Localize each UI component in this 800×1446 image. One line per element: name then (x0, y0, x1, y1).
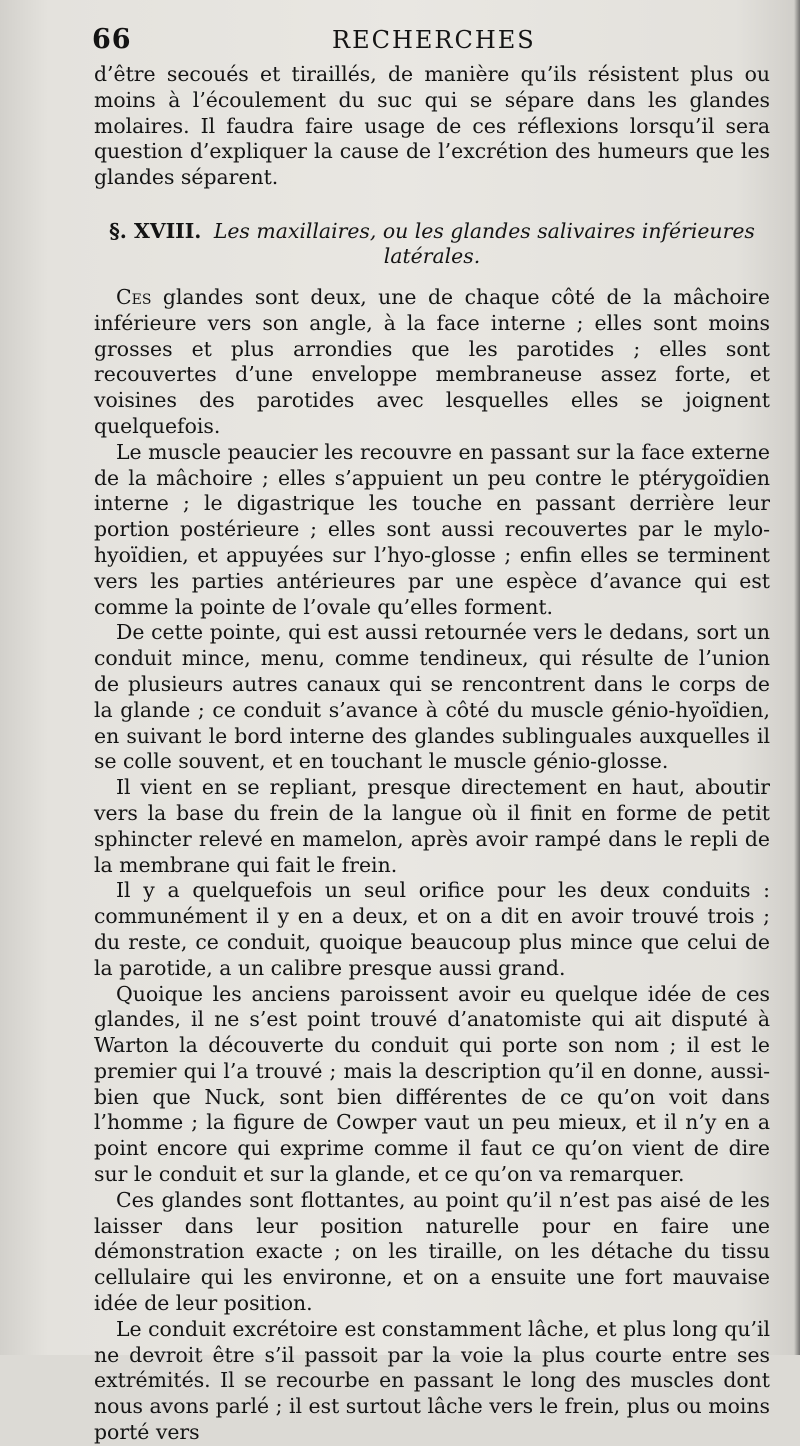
paragraph-continuation: d’être secoués et tiraillés, de manière qu’ils résistent plus ou moins à l’écoulement du suc qui se sépare dans les glandes molaires. Il faudra faire usage de ces réflexions lorsqu’il sera question d’expliquer la cause de l’excrétion des humeurs que les glandes séparent. (94, 62, 770, 190)
page-number: 66 (92, 24, 132, 55)
paragraph-lead-word: Ces (116, 284, 152, 309)
paragraph-text: glandes sont deux, une de chaque côté de la mâchoire inférieure vers son angle, à la face interne ; elles sont moins grosses et plus arrondies que les parotides ; elles sont recouvertes d’une enveloppe membraneuse assez forte, et voisines des parotides avec lesquelles elles se joignent quelquefois. (94, 284, 770, 438)
section-title: Les maxillaires, ou les glandes salivaires inférieures latérales. (213, 218, 755, 268)
paragraph: Il y a quelquefois un seul orifice pour les deux conduits : communément il y en a deux, et on a dit en avoir trouvé trois ; du reste, ce conduit, quoique beaucoup plus mince que celui de la parotide, a un calibre presque aussi grand. (94, 878, 770, 980)
section-number: §. XVIII. (109, 218, 202, 243)
paragraph: De cette pointe, qui est aussi retournée vers le dedans, sort un conduit mince, menu, comme tendineux, qui résulte de l’union de plusieurs autres canaux qui se rencontrent dans le corps de la glande ; ce conduit s’avance à côté du muscle génio-hyoïdien, en suivant le bord interne des glandes sublinguales auxquelles il se colle souvent, et en touchant le muscle génio-glosse. (94, 620, 770, 774)
page-edge-shadow (794, 0, 800, 1355)
page-header (92, 20, 772, 60)
paragraph: Le conduit excrétoire est constamment lâche, et plus long qu’il ne devroit être s’il passoit par la voie la plus courte entre ses extrémités. Il se recourbe en passant le long des muscles dont nous avons parlé ; il est surtout lâche vers le frein, plus ou moins porté vers (94, 1316, 770, 1445)
section-heading (94, 219, 770, 269)
body-text (94, 62, 770, 1446)
paragraph (94, 285, 770, 440)
paragraph: Le muscle peaucier les recouvre en passant sur la face externe de la mâchoire ; elles s’appuient un peu contre le ptérygoïdien interne ; le digastrique les touche en passant derrière leur portion postérieure ; elles sont aussi recouvertes par le mylo-hyoïdien, et appuyées sur l’hyo-glosse ; enfin elles se terminent vers les parties antérieures par une espèce d’avance qui est comme la pointe de l’ovale qu’elles forment. (94, 439, 770, 619)
paragraph: Il vient en se repliant, presque directement en haut, aboutir vers la base du frein de la langue où il finit en forme de petit sphincter relevé en mamelon, après avoir rampé dans le repli de la membrane qui fait le frein. (94, 775, 770, 877)
running-head: RECHERCHES (332, 26, 536, 54)
paragraph: Quoique les anciens paroissent avoir eu quelque idée de ces glandes, il ne s’est point trouvé d’anatomiste qui ait disputé à Warton la découverte du conduit qui porte son nom ; il est le premier qui l’a trouvé ; mais la description qu’il en donne, aussi-bien que Nuck, sont bien différentes de ce qu’on voit dans l’homme ; la figure de Cowper vaut un peu mieux, et il n’y en a point encore qui exprime comme il faut ce qu’on vient de dire sur le conduit et sur la glande, et ce qu’on va remarquer. (94, 981, 770, 1187)
paragraph: Ces glandes sont flottantes, au point qu’il n’est pas aisé de les laisser dans leur position naturelle pour en faire une démonstration exacte ; on les tiraille, on les détache du tissu cellulaire qui les environne, et on a ensuite une fort mauvaise idée de leur position. (94, 1187, 770, 1316)
